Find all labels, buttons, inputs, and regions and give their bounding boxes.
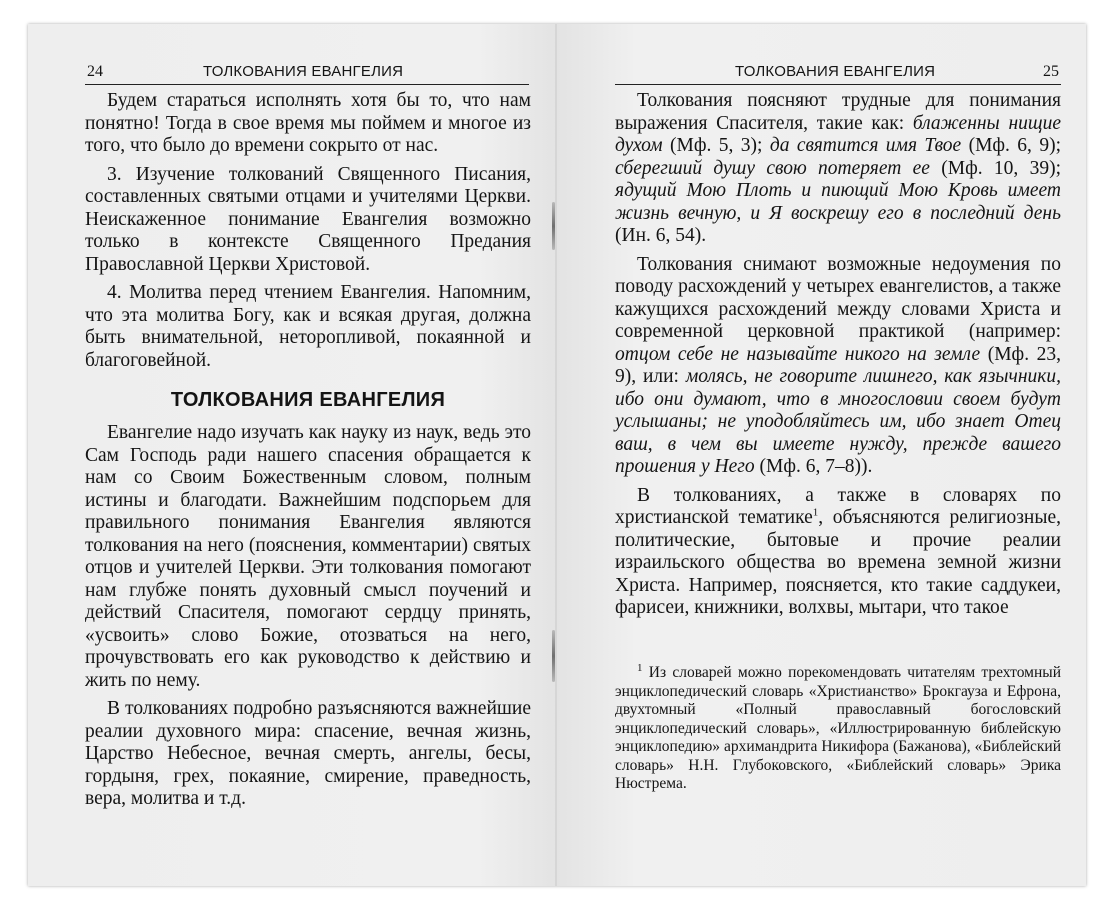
right-page — [557, 24, 1086, 886]
paragraph: Толкования поясняют трудные для понимания выражения Спасителя, такие как: блаженны нищие духом (Мф. 5, 3); да святится имя Твое (Мф. 6, 9); сберегший душу свою потеряет ее (Мф. 10, 39); ядущий Мою Плоть и пиющий Мою Кровь имеет жизнь вечную, и Я воскрешу его в последний день (Ин. 6, 54). — [615, 90, 1062, 246]
right-page-header — [615, 60, 1061, 85]
paragraph: 3. Изучение толкований Священного Писания, составленных святыми отцами и учителями Церкви. Неискаженное понимание Евангелия возможно только в контексте Священного Предания Православной Церкви Христовой. — [85, 163, 531, 275]
staple-bottom — [552, 630, 555, 682]
left-page-body — [85, 90, 531, 811]
paragraph: Будем стараться исполнять хотя бы то, что нам понятно! Тогда в свое время мы поймем и многое из того, что было до времени сокрыто от нас. — [85, 90, 531, 156]
staple-top — [552, 202, 555, 250]
left-running-head: ТОЛКОВАНИЯ ЕВАНГЕЛИЯ — [203, 63, 404, 80]
paragraph: Толкования снимают возможные недоумения по поводу расхождений у четырех евангелистов, а также кажущихся расхождений между словами Христа и современной церковной практикой (например: отцом себе не называйте никого на земле (Мф. 23, 9), или: молясь, не говорите лишнего, как язычники, ибо они думают, что в многословии своем будут услышаны; не уподобляйтесь им, ибо знает Отец ваш, в чем вы имеете нужду, прежде вашего прошения у Него (Мф. 6, 7–8)). — [615, 253, 1061, 477]
right-running-head: ТОЛКОВАНИЯ ЕВАНГЕЛИЯ — [735, 63, 936, 80]
paragraph: Евангелие надо изучать как науку из наук, ведь это Сам Господь ради нашего спасения обращается к нам со Своим Божественным словом, полным истины и благодати. Важнейшим подспорьем для правильного понимания Евангелия являются толкования на него (пояснения, комментарии) святых отцов и учителей Церкви. Эти толкования помогают нам глубже понять духовный смысл поучений и действий Спасителя, помогают сердцу принять, «усвоить» слово Божие, отозваться на него, прочувствовать его как руководство к действию и жить по нему. — [85, 422, 531, 691]
right-page-number: 25 — [1043, 63, 1059, 80]
right-page-body — [615, 90, 1061, 620]
section-heading: ТОЛКОВАНИЯ ЕВАНГЕЛИЯ — [170, 389, 446, 411]
footnote-text: Из словарей можно порекомендовать читателям трехтомный энциклопедический словарь «Христианство» Брокгауза и Ефрона, двухтомный «Полный православный богословский энциклопедический словарь», «Иллюстрированную библейскую энциклопедию» архимандрита Никифора (Бажанова), «Библейский словарь» Н.Н. Глубоковского, «Библейский словарь» Эрика Нюстрема. — [615, 664, 1061, 792]
left-page-header — [85, 60, 529, 85]
footnote — [615, 661, 1061, 794]
left-page-number: 24 — [87, 63, 103, 80]
left-page — [28, 24, 557, 886]
footnote-number: 1 — [637, 661, 643, 674]
paragraph: 4. Молитва перед чтением Евангелия. Напомним, что эта молитва Богу, как и всякая другая, должна быть внимательной, неторопливой, покаянной и благоговейной. — [85, 282, 531, 371]
footnote-marker: 1 — [812, 506, 819, 519]
paragraph: В толкованиях подробно разъясняются важнейшие реалии духовного мира: спасение, вечная жизнь, Царство Небесное, вечная смерть, ангелы, бесы, гордыня, грех, покаяние, смирение, праведность, вера, молитва и т.д. — [85, 698, 531, 809]
open-book — [28, 24, 1086, 886]
paragraph: В толкованиях, а также в словарях по христианской тематике$^1$, объясняются религиозные, политические, бытовые и прочие реалии израильского общества во времена земной жизни Христа. Например, поясняется, кто такие саддукеи, фарисеи, книжники, волхвы, мытари, что такое — [615, 484, 1061, 618]
